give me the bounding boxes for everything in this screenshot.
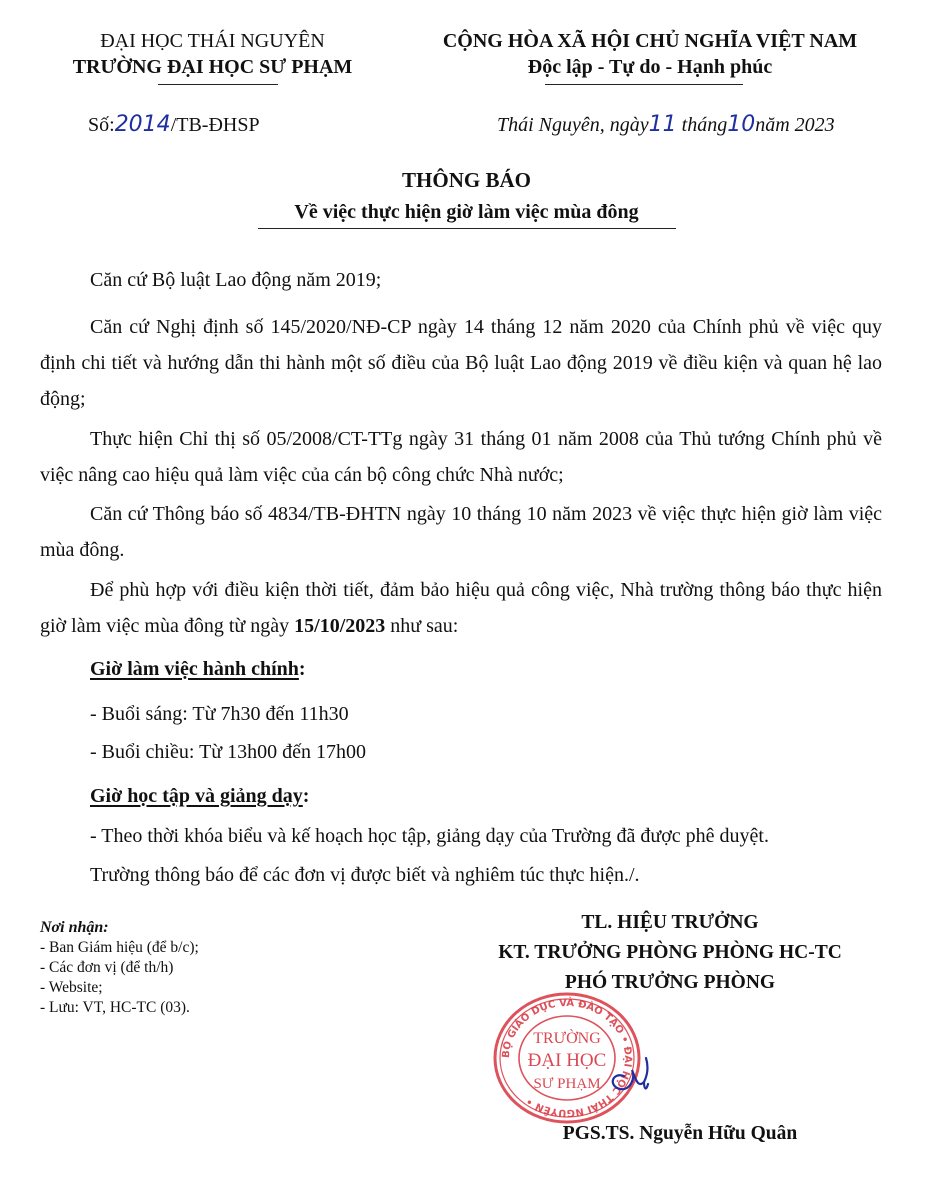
recipients-heading: Nơi nhận: (40, 919, 109, 936)
signer-name: PGS.TS. Nguyễn Hữu Quân (562, 1123, 798, 1144)
document-number (88, 112, 260, 137)
recipient-item: - Ban Giám hiệu (để b/c); (40, 939, 199, 956)
document-subtitle: Về việc thực hiện giờ làm việc mùa đông (294, 201, 639, 223)
date-month-handwritten: 10 (727, 112, 756, 137)
section-teaching-hours (90, 785, 309, 808)
official-seal-icon (484, 988, 650, 1128)
section-office-hours-colon: : (298, 658, 306, 680)
issuing-organization (40, 28, 385, 80)
subtitle-underline (258, 228, 676, 229)
afternoon-hours: - Buổi chiều: Từ 13h00 đến 17h00 (90, 741, 366, 763)
signature-authority: TL. HIỆU TRƯỞNG (581, 912, 759, 933)
header-left-rule (158, 84, 278, 85)
motto: Độc lập - Tự do - Hạnh phúc (527, 56, 773, 78)
basis-decree: Căn cứ Nghị định số 145/2020/NĐ-CP ngày 14 tháng 12 năm 2020 của Chính phủ về việc quy định chi tiết và hướng dẫn thi hành một số điều của Bộ luật Lao động 2019 về điều kiện và quan hệ lao động; (40, 316, 882, 410)
teaching-schedule: - Theo thời khóa biểu và kế hoạch học tập, giảng dạy của Trường đã được phê duyệt. (90, 825, 769, 847)
seal-line-1: TRƯỜNG (533, 1030, 601, 1047)
basis-directive: Thực hiện Chỉ thị số 05/2008/CT-TTg ngày 31 tháng 01 năm 2008 của Thủ tướng Chính phủ về việc nâng cao hiệu quả làm việc của cán bộ công chức Nhà nước; (40, 428, 882, 486)
seal-ring-text: BỘ GIÁO DỤC VÀ ĐÀO TẠO • ĐẠI HỌC THÁI NGUYÊN • (500, 997, 634, 1119)
section-teaching-hours-colon: : (302, 785, 310, 807)
effective-date: 15/10/2023 (294, 615, 386, 637)
recipients-block (40, 918, 199, 1018)
national-motto (400, 28, 900, 80)
document-number-handwritten: 2014 (114, 112, 171, 137)
seal-line-3: SƯ PHẠM (533, 1076, 601, 1092)
closing-statement: Trường thông báo để các đơn vị được biết và nghiêm túc thực hiện./. (90, 864, 640, 886)
date-year: năm 2023 (755, 114, 835, 136)
section-office-hours (90, 658, 306, 681)
seal-line-2: ĐẠI HỌC (527, 1050, 607, 1071)
recipient-item: - Lưu: VT, HC-TC (03). (40, 999, 190, 1016)
parent-organization: ĐẠI HỌC THÁI NGUYÊN (100, 30, 325, 52)
date-month-word: tháng (681, 114, 728, 136)
document-number-prefix: Số: (88, 114, 115, 136)
morning-hours: - Buổi sáng: Từ 7h30 đến 11h30 (90, 703, 349, 725)
basis-labor-code: Căn cứ Bộ luật Lao động năm 2019; (90, 269, 382, 291)
intro-text: Để phù hợp với điều kiện thời tiết, đảm bảo hiệu quả công việc, Nhà trường thông báo thực hiện giờ làm việc mùa đông từ ngày (40, 579, 882, 637)
signature-position: PHÓ TRƯỞNG PHÒNG (564, 972, 776, 993)
intro-paragraph (40, 572, 882, 644)
issue-date (497, 112, 835, 137)
section-office-hours-title: Giờ làm việc hành chính (90, 658, 299, 680)
country-name: CỘNG HÒA XÃ HỘI CHỦ NGHĨA VIỆT NAM (442, 30, 858, 52)
document-title: THÔNG BÁO (402, 168, 531, 192)
signature-department: KT. TRƯỞNG PHÒNG PHÒNG HC-TC (498, 942, 842, 963)
recipient-item: - Các đơn vị (để th/h) (40, 959, 174, 976)
header-right-rule (545, 84, 743, 85)
date-place: Thái Nguyên, ngày (497, 114, 649, 136)
section-teaching-hours-title: Giờ học tập và giảng dạy (90, 785, 303, 807)
document-number-suffix: /TB-ĐHSP (170, 114, 260, 136)
date-day-handwritten: 11 (648, 112, 677, 137)
basis-announcement: Căn cứ Thông báo số 4834/TB-ĐHTN ngày 10 tháng 10 năm 2023 về việc thực hiện giờ làm việc mùa đông. (40, 503, 882, 561)
issuing-school: TRƯỜNG ĐẠI HỌC SƯ PHẠM (72, 56, 353, 78)
recipient-item: - Website; (40, 979, 103, 996)
intro-tail: như sau: (385, 615, 459, 637)
